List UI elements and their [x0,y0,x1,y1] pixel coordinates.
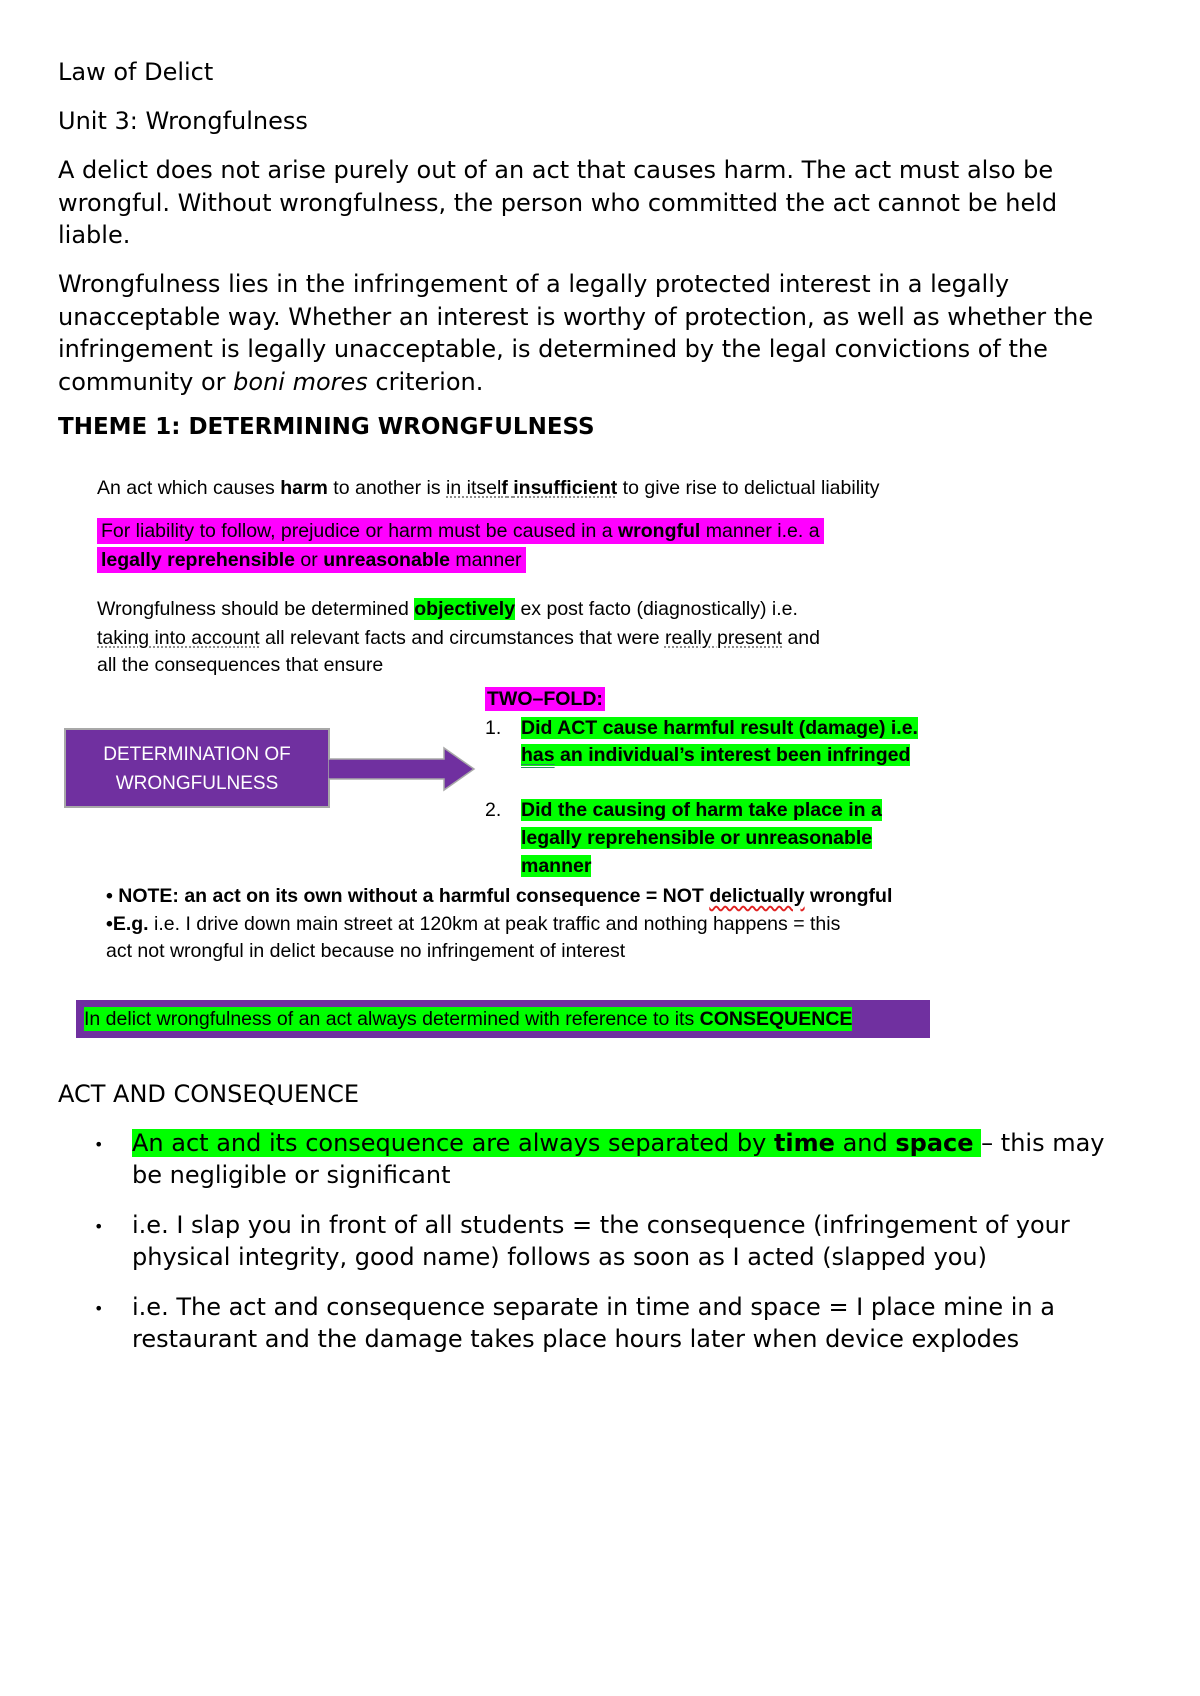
consequence-line: In delict wrongfulness of an act always determined with reference to its CONSEQUENCE [84,1008,853,1030]
theme-heading: THEME 1: DETERMINING WRONGFULNESS [58,414,595,440]
bullet-2-line-1: i.e. I slap you in front of all students = the consequence (infringement of your [132,1211,1070,1239]
paragraph-intro [58,154,1057,252]
twofold-label: TWO–FOLD: [487,688,603,710]
paragraph-definition [58,268,1093,398]
example-line-2: act not wrongful in delict because no infringement of interest [106,940,626,962]
paragraph-line: A delict does not arise purely out of an act that causes harm. The act must also be [58,156,1054,184]
objective-line-1: Wrongfulness should be determined objectively ex post facto (diagnostically) i.e. [97,598,798,620]
objective-line-3: all the consequences that ensure [97,654,384,676]
paragraph-line: liable. [58,221,131,249]
slide-intro-line: An act which causes harm to another is in itself insufficient to give rise to delictual liability [97,477,880,499]
paragraph-line: Wrongfulness lies in the infringement of a legally protected interest in a legally [58,270,1010,298]
bullet-icon: • [94,1217,104,1236]
bullet-icon: • [94,1135,104,1154]
box-line: DETERMINATION OF [103,744,291,765]
liability-line-1: For liability to follow, prejudice or harm must be caused in a wrongful manner i.e. a [97,517,824,545]
unit-heading: Unit 3: Wrongfulness [58,107,308,135]
determination-box [64,728,330,808]
question-2: 2. Did the causing of harm take place in a legally reprehensible or unreasonable manner [485,799,882,877]
paragraph-line: community or boni mores criterion. [58,367,484,396]
bullet-1-line-1: An act and its consequence are always separated by time and space – this may [132,1129,1105,1157]
objectively-highlight: objectively [414,598,516,620]
arrow-right-icon [328,746,478,792]
section-heading-act-consequence: ACT AND CONSEQUENCE [58,1080,360,1108]
objective-line-2: taking into account all relevant facts and circumstances that were really present and [97,627,820,649]
liability-line-2: legally reprehensible or unreasonable manner [97,546,526,574]
paragraph-line: infringement is legally unacceptable, is determined by the legal convictions of the [58,335,1048,363]
bullet-2-line-2: physical integrity, good name) follows as soon as I acted (slapped you) [132,1243,987,1271]
box-line: WRONGFULNESS [115,773,279,794]
bullet-icon: • [94,1299,104,1318]
bullet-1-line-2: be negligible or significant [132,1161,451,1189]
paragraph-line: unacceptable way. Whether an interest is worthy of protection, as well as whether the [58,302,1094,331]
question-1: 1. Did ACT cause harmful result (damage) i.e. has an individual’s interest been infringed [485,717,918,766]
example-line-1: •E.g. i.e. I drive down main street at 120km at peak traffic and nothing happens = this [106,913,841,935]
bullet-3-line-1: i.e. The act and consequence separate in time and space = I place mine in a [132,1293,1055,1321]
boni-mores-italic: boni mores [233,367,368,396]
bullet-3-line-2: restaurant and the damage takes place hours later when device explodes [132,1325,1020,1353]
document-title: Law of Delict [58,58,214,86]
paragraph-line: wrongful. Without wrongfulness, the person who committed the act cannot be held [58,188,1058,217]
note-line: • NOTE: an act on its own without a harmful consequence = NOT delictually wrongful [106,885,893,907]
